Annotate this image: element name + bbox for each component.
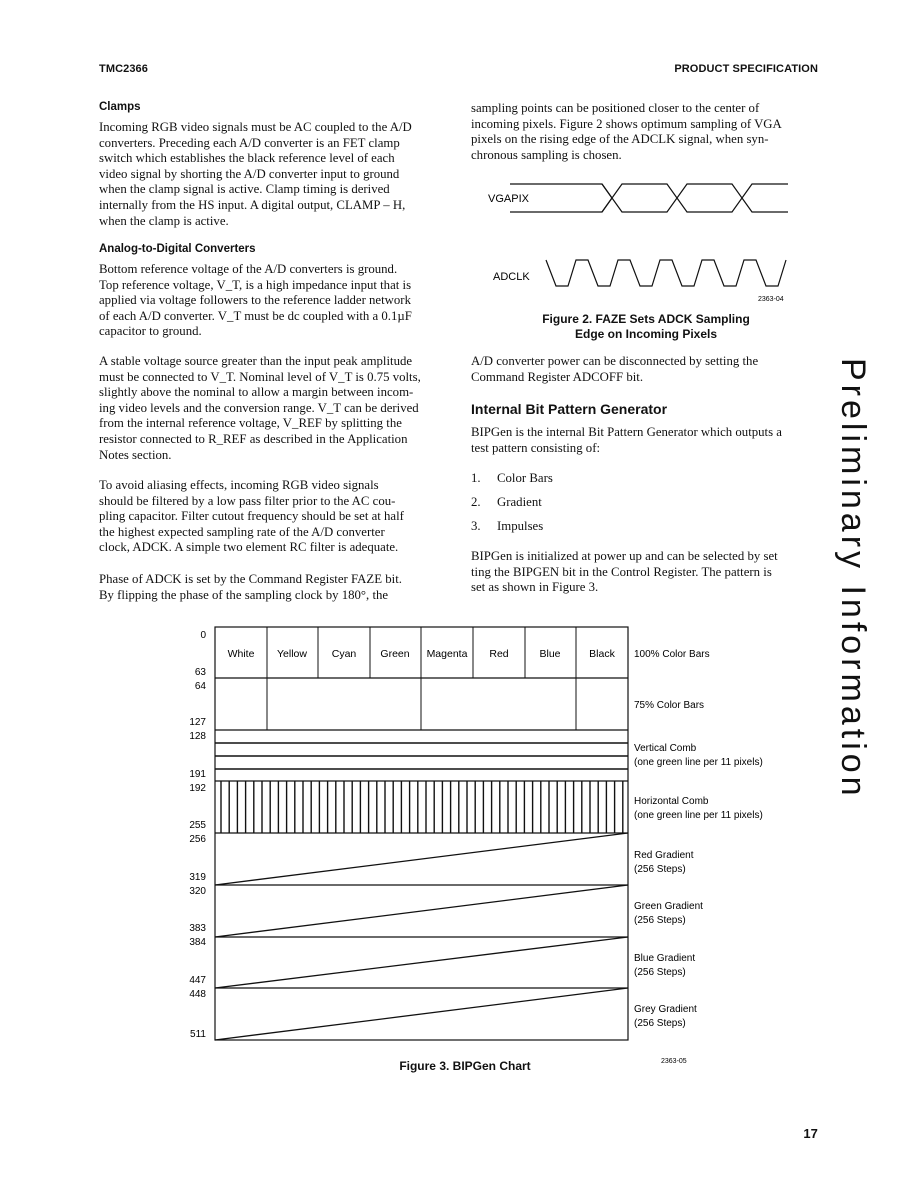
power-paragraph [471,354,821,385]
text-line: internally from the HS input. A digital output, CLAMP – H, [99,197,406,212]
text-line: clock, ADCK. A simple two element RC filter is adequate. [99,540,399,555]
section-sublabel: (256 Steps) [634,915,686,926]
text-line: must be connected to V_T. Nominal level of V_T is 0.75 volts, [99,369,421,384]
section-sublabel: (256 Steps) [634,1018,686,1029]
text-line: from the internal reference voltage, V_REF by splitting the [99,416,402,431]
text-line: ting the BIPGEN bit in the Control Register. The pattern is [471,564,772,579]
adc-paragraph [99,262,449,340]
text-line: BIPGen is initialized at power up and can be selected by set [471,549,778,563]
text-line: switch which establishes the black reference level of each [99,151,395,166]
section-label: 100% Color Bars [634,649,710,660]
text-line: A stable voltage source greater than the input peak amplitude [99,354,413,368]
fig2-code: 2363-04 [758,296,784,303]
row-label: 447 [189,975,206,986]
text-line: Top reference voltage, V_T, is a high impedance input that is [99,277,412,292]
bipgen-chart [180,620,800,1065]
fig3-caption: Figure 3. BIPGen Chart [399,1059,531,1073]
row-label: 192 [189,783,206,794]
text-line: converters. Preceding each A/D converter is an FET clamp [99,135,400,150]
color-label-red: Red [489,648,509,660]
preliminary-side-text: Preliminary Information [834,358,872,800]
adclk-label: ADCLK [493,271,530,283]
page-number: 17 [803,1126,818,1141]
text-line: the highest expected sampling rate of the A/D converter [99,524,385,539]
row-label: 64 [194,681,206,692]
fig3-code: 2363-05 [661,1058,687,1065]
color-label-magenta: Magenta [426,648,468,660]
text-line: Phase of ADCK is set by the Command Register FAZE bit. [99,572,402,586]
row-label: 127 [189,717,206,728]
row-label: 0 [200,630,206,641]
text-line: Incoming RGB video signals must be AC coupled to the A/D [99,120,412,134]
init-paragraph [471,549,821,596]
row-label: 448 [189,989,206,1000]
text-line: test pattern consisting of: [471,440,601,455]
clamps-paragraph [99,120,449,229]
text-line: applied via voltage followers to the reference ladder network [99,293,411,308]
text-line: capacitor to ground. [99,324,202,339]
text-line: set as shown in Figure 3. [471,580,599,595]
adc-heading: Analog-to-Digital Converters [99,243,256,255]
text-line: A/D converter power can be disconnected by setting the [471,354,759,368]
blue-gradient-ramp [215,937,628,988]
section-label: Grey Gradient [634,1004,697,1015]
text-line: Command Register ADCOFF bit. [471,369,644,384]
text-line: sampling points can be positioned closer to the center of [471,101,760,115]
adclk-signal [546,260,786,286]
row-label: 63 [194,667,206,678]
text-line: should be filtered by a low pass filter prior to the AC cou- [99,493,396,508]
text-line: video signal by shorting the A/D converter input to ground [99,166,400,181]
text-line: Bottom reference voltage of the A/D converters is ground. [99,262,398,276]
vgapix-signal [510,184,788,212]
section-label: Horizontal Comb [634,796,709,807]
green-gradient-ramp [215,885,628,937]
color-label-blue: Blue [539,648,561,660]
row-label: 128 [189,731,206,742]
row-label: 383 [189,923,206,934]
section-label: Blue Gradient [634,953,696,964]
section-label: 75% Color Bars [634,700,705,711]
stable-paragraph [99,354,449,463]
text-line: ing video levels and the conversion range. V_T can be derived [99,400,419,415]
fig2-caption [471,312,821,342]
text-line: pling capacitor. Filter cutout frequency should be set at half [99,509,404,524]
pattern-list: 1. Color Bars 2. Gradient 3. Impulses [471,471,553,533]
bipgen-heading: Internal Bit Pattern Generator [471,401,668,417]
section-sublabel: (one green line per 11 pixels) [634,757,763,768]
grey-gradient-ramp [215,988,628,1040]
color-label-black: Black [589,648,615,660]
bipgen-paragraph [471,425,821,456]
text-line: slightly above the nominal to allow a margin between incom- [99,385,414,400]
section-sublabel: (256 Steps) [634,967,686,978]
section-descriptions [634,649,763,1029]
fig2-caption-line2: Edge on Incoming Pixels [574,327,718,341]
text-line: To avoid aliasing effects, incoming RGB video signals [99,478,379,492]
text-line: when the clamp signal is active. Clamp timing is derived [99,182,390,197]
text-line: incoming pixels. Figure 2 shows optimum sampling of VGA [471,116,782,131]
color-label-yellow: Yellow [277,648,307,660]
alias-paragraph [99,478,449,556]
row-label: 319 [189,872,206,883]
fig2-caption-line1: Figure 2. FAZE Sets ADCK Sampling [542,312,750,326]
text-line: BIPGen is the internal Bit Pattern Generator which outputs a [471,425,782,439]
text-line: By flipping the phase of the sampling clock by 180°, the [99,587,389,602]
doc-id: TMC2366 [99,63,148,75]
color-names [228,648,616,660]
text-line: of each A/D converter. V_T must be dc coupled with a 0.1µF [99,308,412,323]
color-label-green: Green [380,648,410,660]
vgapix-label: VGAPIX [488,193,529,205]
section-label: Vertical Comb [634,743,697,754]
text-line: pixels on the rising edge of the ADCLK signal, when syn- [471,132,769,147]
text-line: when the clamp is active. [99,213,229,228]
row-label: 256 [189,834,206,845]
horizontal-comb [221,781,623,833]
row-label: 191 [189,769,206,780]
clamps-heading: Clamps [99,101,141,113]
row-label: 511 [190,1029,206,1040]
color-label-cyan: Cyan [331,648,357,660]
red-gradient-ramp [215,833,628,885]
color-label-white: White [227,648,255,660]
row-label: 320 [189,886,206,897]
phase-paragraph [99,572,449,603]
row-label: 255 [189,820,206,831]
section-label: Red Gradient [634,850,694,861]
sampling-paragraph [471,101,821,163]
section-sublabel: (one green line per 11 pixels) [634,810,763,821]
timing-diagram [470,170,800,310]
vertical-comb [215,743,628,769]
section-sublabel: (256 Steps) [634,864,686,875]
text-line: Notes section. [99,447,172,462]
row-labels [189,630,206,1040]
text-line: chronous sampling is chosen. [471,147,622,162]
text-line: resistor connected to R_REF as described in the Application [99,431,408,446]
row-label: 384 [189,937,206,948]
doc-type: PRODUCT SPECIFICATION [674,63,818,75]
section-label: Green Gradient [634,901,703,912]
